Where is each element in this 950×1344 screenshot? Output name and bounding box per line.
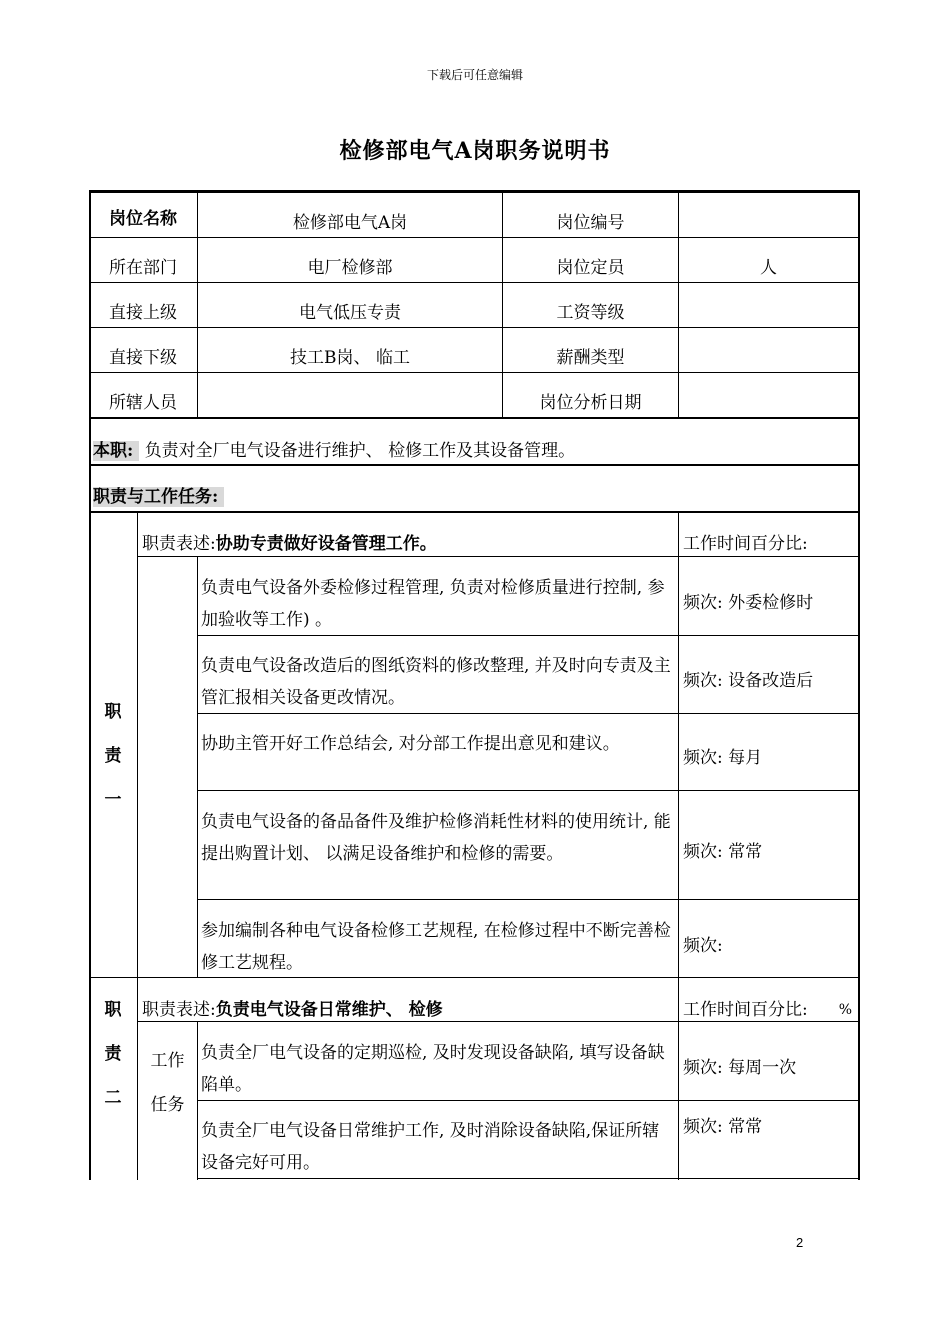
- duty2-time: [683, 993, 856, 1027]
- superior-value: 电气低压专责: [299, 303, 401, 323]
- duty2-task-1: 负责全厂电气设备的定期巡检, 及时发现设备缺陷, 填写设备缺陷单。: [201, 1043, 665, 1095]
- duty-summary-label: 本职:: [93, 441, 139, 461]
- duty1-desc-text: 协助专责做好设备管理工作。: [215, 534, 437, 554]
- post-code-label: 岗位编号: [556, 213, 625, 233]
- duty1-task-2: 负责电气设备改造后的图纸资料的修改整理, 并及时向专责及主管汇报相关设备更改情况。: [201, 656, 671, 708]
- duty1-description: [142, 527, 437, 561]
- duty1-task-5-freq: 频次:: [683, 936, 723, 956]
- staff-label: 所辖人员: [109, 393, 177, 413]
- pay-type-label: 薪酬类型: [556, 348, 625, 368]
- duty2-desc-text: 负责电气设备日常维护、 检修: [215, 1000, 443, 1020]
- duty2-task-2: 负责全厂电气设备日常维护工作, 及时消除设备缺陷,保证所辖设备完好可用。: [201, 1121, 660, 1173]
- duty1-task-3: 协助主管开好工作总结会, 对分部工作提出意见和建议。: [201, 734, 620, 754]
- duty1-task-4: 负责电气设备的备品备件及维护检修消耗性材料的使用统计, 能提出购置计划、 以满足设备维护和检修的需要。: [201, 812, 671, 864]
- duty1-time-label: 工作时间百分比:: [683, 534, 808, 554]
- duty1-task-5: 参加编制各种电气设备检修工艺规程, 在检修过程中不断完善检修工艺规程。: [201, 921, 671, 973]
- duty2-task-label: 工作 任务: [150, 1051, 185, 1115]
- duty1-task-1: 负责电气设备外委检修过程管理, 负责对检修质量进行控制, 参加验收等工作) 。: [201, 578, 665, 630]
- analysis-date-label: 岗位分析日期: [539, 393, 642, 413]
- duty1-task-4-freq: 频次: 常常: [683, 842, 763, 862]
- duty-summary: [93, 434, 575, 468]
- duty2-time-unit: %: [838, 1002, 852, 1018]
- post-name-value: 检修部电气A岗: [292, 213, 408, 233]
- duty1-side-label: 职 责 一: [104, 702, 122, 810]
- headcount-label: 岗位定员: [556, 258, 625, 278]
- duty1-task-2-freq: 频次: 设备改造后: [683, 671, 814, 691]
- duty-summary-text: 负责对全厂电气设备进行维护、 检修工作及其设备管理。: [144, 441, 576, 461]
- subordinate-value: 技工B岗、 临工: [290, 348, 410, 368]
- wage-label: 工资等级: [556, 303, 625, 323]
- superior-label: 直接上级: [109, 303, 177, 323]
- responsibilities-label: 职责与工作任务:: [93, 480, 224, 514]
- duty1-task-1-freq: 频次: 外委检修时: [683, 593, 814, 613]
- duty1-desc-label: 职责表述:: [142, 534, 216, 554]
- duty2-task-2-freq: 频次: 常常: [683, 1117, 763, 1137]
- dept-label: 所在部门: [109, 258, 177, 278]
- duty2-time-label: 工作时间百分比:: [683, 1000, 808, 1020]
- duty2-desc-label: 职责表述:: [142, 1000, 216, 1020]
- subordinate-label: 直接下级: [109, 348, 177, 368]
- duty2-side-label: 职 责 二: [104, 1000, 122, 1108]
- headcount-value: 人: [760, 258, 777, 278]
- job-description-table: [89, 190, 860, 1180]
- duty2-description: [142, 993, 443, 1027]
- page-number: 2: [796, 1235, 804, 1250]
- document-title: 检修部电气A岗职务说明书: [339, 138, 611, 164]
- header-note: 下载后可任意编辑: [426, 68, 523, 82]
- post-name-label: 岗位名称: [109, 209, 177, 229]
- duty1-task-3-freq: 频次: 每月: [683, 748, 763, 768]
- duty2-task-1-freq: 频次: 每周一次: [683, 1058, 797, 1078]
- dept-value: 电厂检修部: [307, 258, 393, 278]
